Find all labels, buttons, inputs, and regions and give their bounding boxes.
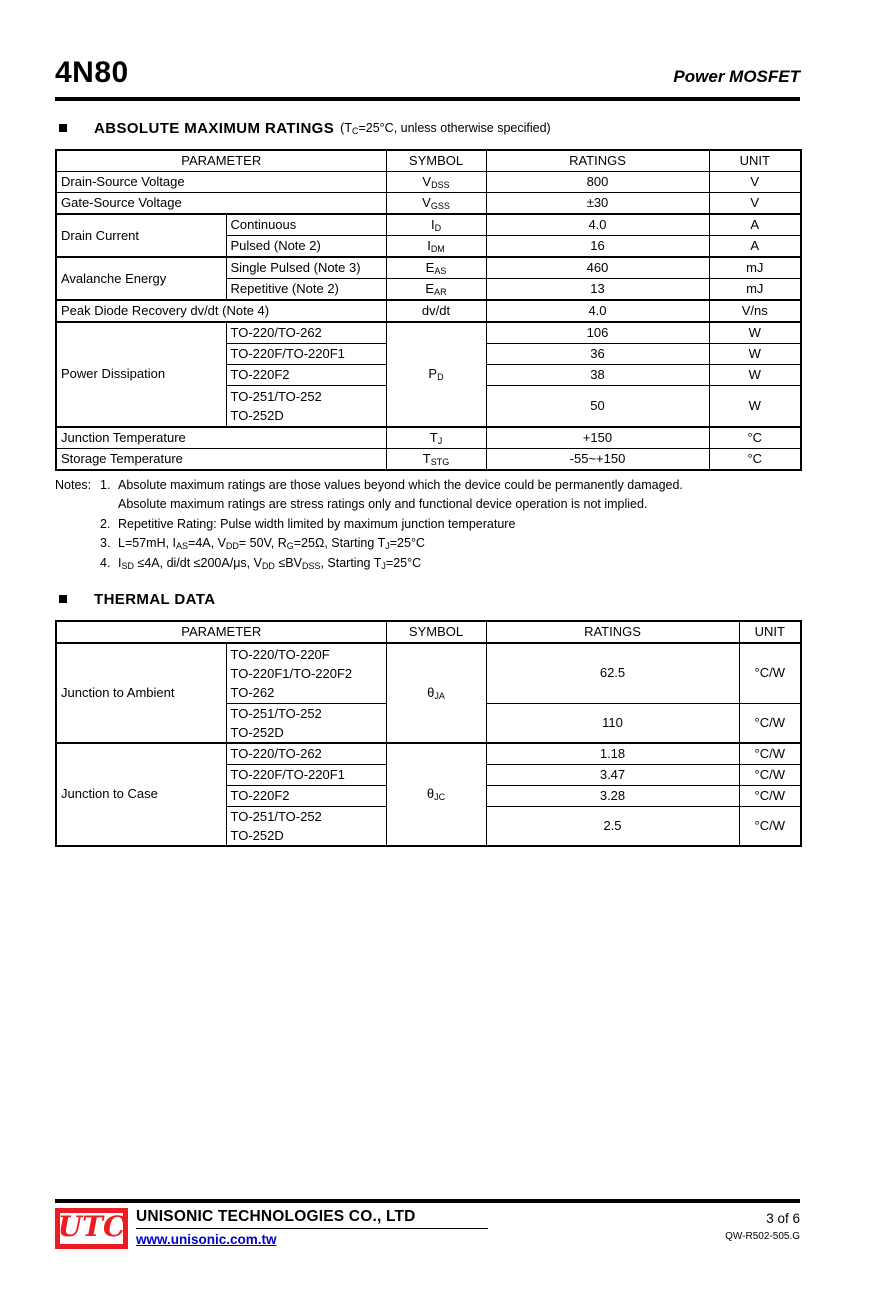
symbol-cell: $T_{STG}$ [386, 448, 486, 470]
rating-cell: 3.47 [486, 764, 739, 785]
package-line: TO-220F1/TO-220F2 [230, 665, 353, 681]
param-sub-cell: Continuous [226, 214, 386, 236]
unit-cell: °C/W [739, 785, 801, 806]
table-row [56, 643, 801, 703]
unit-cell: °C/W [739, 743, 801, 765]
doc-footer [55, 1199, 800, 1249]
param-cell: Junction Temperature [56, 427, 386, 449]
symbol-cell: $V_{GSS}$ [386, 193, 486, 215]
section-subtitle: ($T_C=25^\circ C$, unless otherwise specified) [340, 121, 551, 136]
rating-cell: 106 [486, 322, 709, 344]
unit-cell: V [709, 172, 801, 193]
package-line: TO-251/TO-252 [230, 388, 322, 404]
note-number: 4. [100, 555, 111, 570]
rating-cell: 110 [486, 703, 739, 743]
table-row [56, 214, 801, 236]
note-line [55, 515, 800, 535]
notes-block [55, 476, 800, 574]
rating-cell: 36 [486, 344, 709, 365]
symbol-cell: $T_J$ [386, 427, 486, 449]
unit-cell: °C [709, 448, 801, 470]
unit-cell: mJ [709, 257, 801, 279]
package-line: TO-252D [230, 407, 284, 423]
table-row [56, 193, 801, 215]
table-header-row [56, 150, 801, 172]
note-text: Absolute maximum ratings are stress ratings only and functional device operation is not implied. [118, 497, 648, 511]
param-sub-cell: TO-220F2 [226, 365, 386, 386]
page-info [725, 1208, 800, 1242]
unit-cell: A [709, 236, 801, 258]
rating-cell: 4.0 [486, 214, 709, 236]
param-cell: Gate-Source Voltage [56, 193, 386, 215]
footer-divider [55, 1199, 800, 1203]
header-cell-ratings: RATINGS [486, 150, 709, 172]
page-number: 3 of 6 [766, 1211, 800, 1226]
param-sub-cell: TO-220F/TO-220F1 [226, 344, 386, 365]
package-line: TO-220/TO-220F [230, 646, 330, 662]
param-group-cell: Junction to Case [56, 743, 226, 847]
param-group-cell: Drain Current [56, 214, 226, 257]
note-text: Absolute maximum ratings are those values beyond which the device could be permanently damaged. [118, 477, 683, 492]
note-number: 2. [100, 516, 111, 531]
unit-cell: °C [709, 427, 801, 449]
symbol-cell: $I_D$ [386, 214, 486, 236]
unit-cell: °C/W [739, 703, 801, 743]
part-number-title: 4N80 [55, 56, 129, 89]
param-sub-cell: Repetitive (Note 2) [226, 279, 386, 301]
param-sub-cell: Single Pulsed (Note 3) [226, 257, 386, 279]
unit-cell: mJ [709, 279, 801, 301]
header-divider [55, 97, 800, 101]
param-cell: Storage Temperature [56, 448, 386, 470]
param-group-cell: Power Dissipation [56, 322, 226, 427]
doc-header [55, 0, 800, 88]
header-cell-parameter: PARAMETER [56, 621, 386, 643]
param-sub-cell: TO-220/TO-262 [226, 743, 386, 765]
table-row [56, 172, 801, 193]
package-line: TO-262 [230, 684, 275, 700]
param-sub-cell: Pulsed (Note 2) [226, 236, 386, 258]
param-sub-cell [226, 643, 386, 703]
doc-type-label: Power MOSFET [673, 67, 800, 86]
table-row [56, 743, 801, 765]
note-number: 1. [100, 477, 111, 492]
section-bullet-icon [59, 124, 67, 132]
unit-cell: A [709, 214, 801, 236]
symbol-cell: $E_{AS}$ [386, 257, 486, 279]
unit-cell: W [709, 386, 801, 427]
param-cell: Peak Diode Recovery dv/dt (Note 4) [56, 300, 386, 322]
notes-label: Notes: [55, 477, 92, 492]
note-text: $I_{SD} \le 4A$, di/dt ≤200A/μs, $V_{DD} \le BV_{DSS}$, Starting $T_J=25^\circ C$ [118, 555, 422, 571]
symbol-cell: $P_D$ [386, 322, 486, 427]
header-cell-ratings: RATINGS [486, 621, 739, 643]
section-title: THERMAL DATA [94, 590, 216, 608]
table-header-row [56, 621, 801, 643]
rating-cell: 38 [486, 365, 709, 386]
thermal-data-table [55, 620, 802, 847]
rating-cell: 460 [486, 257, 709, 279]
section-bullet-icon [59, 595, 67, 603]
footer-row [55, 1208, 800, 1249]
note-text: L=57mH, $I_{AS}=4A$, $V_{DD}= 50V$, $R_G=25\Omega$, Starting $T_J=25^\circ C$ [118, 536, 425, 551]
page-content [55, 0, 800, 847]
rating-cell: -55~+150 [486, 448, 709, 470]
table-row [56, 427, 801, 449]
website-link[interactable]: www.unisonic.com.tw [136, 1232, 277, 1247]
symbol-cell: $V_{DSS}$ [386, 172, 486, 193]
rating-cell: 3.28 [486, 785, 739, 806]
rating-cell: +150 [486, 427, 709, 449]
param-cell: Drain-Source Voltage [56, 172, 386, 193]
section-heading-thermal-data [55, 589, 800, 609]
utc-logo-text: UTC [57, 1210, 126, 1243]
unit-cell: °C/W [739, 643, 801, 703]
section-heading-absolute-maximum-ratings [55, 118, 800, 138]
unit-cell: W [709, 365, 801, 386]
section-title: ABSOLUTE MAXIMUM RATINGS [94, 119, 335, 137]
rating-cell: 2.5 [486, 806, 739, 846]
header-cell-symbol: SYMBOL [386, 150, 486, 172]
table-row [56, 257, 801, 279]
unit-cell: °C/W [739, 764, 801, 785]
package-line: TO-251/TO-252 [230, 808, 322, 824]
param-sub-cell: TO-220/TO-262 [226, 322, 386, 344]
param-sub-cell: TO-220F/TO-220F1 [226, 764, 386, 785]
param-sub-cell [226, 386, 386, 427]
symbol-cell: $I_{DM}$ [386, 236, 486, 258]
table-row [56, 300, 801, 322]
unit-cell: °C/W [739, 806, 801, 846]
unit-cell: W [709, 322, 801, 344]
symbol-cell: $\theta_{JC}$ [386, 743, 486, 847]
param-sub-cell [226, 806, 386, 846]
rating-cell: 62.5 [486, 643, 739, 703]
param-sub-cell: TO-220F2 [226, 785, 386, 806]
note-line [55, 476, 800, 496]
company-name: UNISONIC TECHNOLOGIES CO., LTD [136, 1208, 488, 1229]
symbol-cell: $\theta_{JA}$ [386, 643, 486, 743]
absolute-maximum-ratings-table [55, 149, 802, 471]
param-sub-cell [226, 703, 386, 743]
company-block [136, 1208, 488, 1249]
param-group-cell: Avalanche Energy [56, 257, 226, 300]
rating-cell: 16 [486, 236, 709, 258]
rating-cell: 50 [486, 386, 709, 427]
unit-cell: V/ns [709, 300, 801, 322]
package-line: TO-252D [230, 827, 284, 843]
rating-cell: ±30 [486, 193, 709, 215]
package-line: TO-252D [230, 724, 284, 740]
header-cell-symbol: SYMBOL [386, 621, 486, 643]
unit-cell: W [709, 344, 801, 365]
note-line [55, 554, 800, 574]
header-cell-unit: UNIT [739, 621, 801, 643]
symbol-cell: dv/dt [386, 300, 486, 322]
package-line: TO-251/TO-252 [230, 705, 322, 721]
note-line [55, 495, 800, 515]
table-row [56, 322, 801, 344]
table-row [56, 448, 801, 470]
unit-cell: V [709, 193, 801, 215]
rating-cell: 13 [486, 279, 709, 301]
note-line [55, 534, 800, 554]
rating-cell: 1.18 [486, 743, 739, 765]
header-cell-unit: UNIT [709, 150, 801, 172]
doc-code: QW-R502-505.G [725, 1231, 800, 1242]
rating-cell: 4.0 [486, 300, 709, 322]
utc-logo [55, 1208, 128, 1249]
note-number: 3. [100, 536, 111, 550]
param-group-cell: Junction to Ambient [56, 643, 226, 743]
header-cell-parameter: PARAMETER [56, 150, 386, 172]
note-text: Repetitive Rating: Pulse width limited by maximum junction temperature [118, 516, 516, 531]
rating-cell: 800 [486, 172, 709, 193]
symbol-cell: $E_{AR}$ [386, 279, 486, 301]
